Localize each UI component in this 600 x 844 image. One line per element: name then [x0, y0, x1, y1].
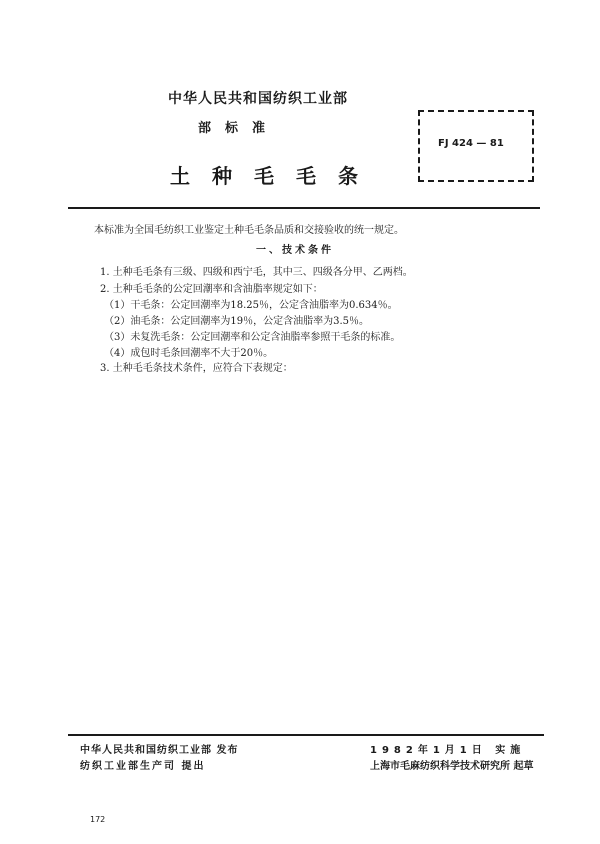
- drafter: 上海市毛麻纺织科学技术研究所 起草: [370, 761, 534, 772]
- paragraph-2-3: （3）未复洗毛条：公定回潮率和公定含油脂率参照干毛条的标准。: [104, 332, 401, 343]
- footer-rule: [68, 734, 544, 736]
- paragraph-2-2: （2）油毛条：公定回潮率为19％，公定含油脂率为3.5％。: [104, 316, 369, 327]
- section-title: 一、技术条件: [256, 245, 334, 256]
- effective-date: 1982年1月1日 实施: [370, 745, 526, 756]
- paragraph-3: 3. 土种毛毛条技术条件，应符合下表规定：: [100, 363, 293, 374]
- standard-type: 部标准: [198, 121, 280, 136]
- proposer: 纺织工业部生产司 提出: [80, 761, 206, 772]
- ministry-name: 中华人民共和国纺织工业部: [168, 91, 348, 107]
- intro-text: 本标准为全国毛纺织工业鉴定土种毛毛条品质和交接验收的统一规定。: [94, 225, 404, 236]
- header-rule: [68, 207, 540, 209]
- standard-code-box: [418, 110, 534, 182]
- paragraph-1: 1. 土种毛毛条有三级、四级和西宁毛，其中三、四级各分甲、乙两档。: [100, 267, 413, 278]
- page-number: 172: [90, 815, 106, 824]
- issuer: 中华人民共和国纺织工业部 发布: [80, 745, 239, 756]
- paragraph-2-4: （4）成包时毛条回潮率不大于20％。: [104, 348, 274, 359]
- paragraph-2-1: （1）干毛条：公定回潮率为18.25％，公定含油脂率为0.634％。: [104, 300, 398, 311]
- document-title: 土种毛毛条: [170, 164, 380, 188]
- paragraph-2: 2. 土种毛毛条的公定回潮率和含油脂率规定如下：: [100, 284, 323, 295]
- standard-code: FJ 424 — 81: [438, 138, 504, 149]
